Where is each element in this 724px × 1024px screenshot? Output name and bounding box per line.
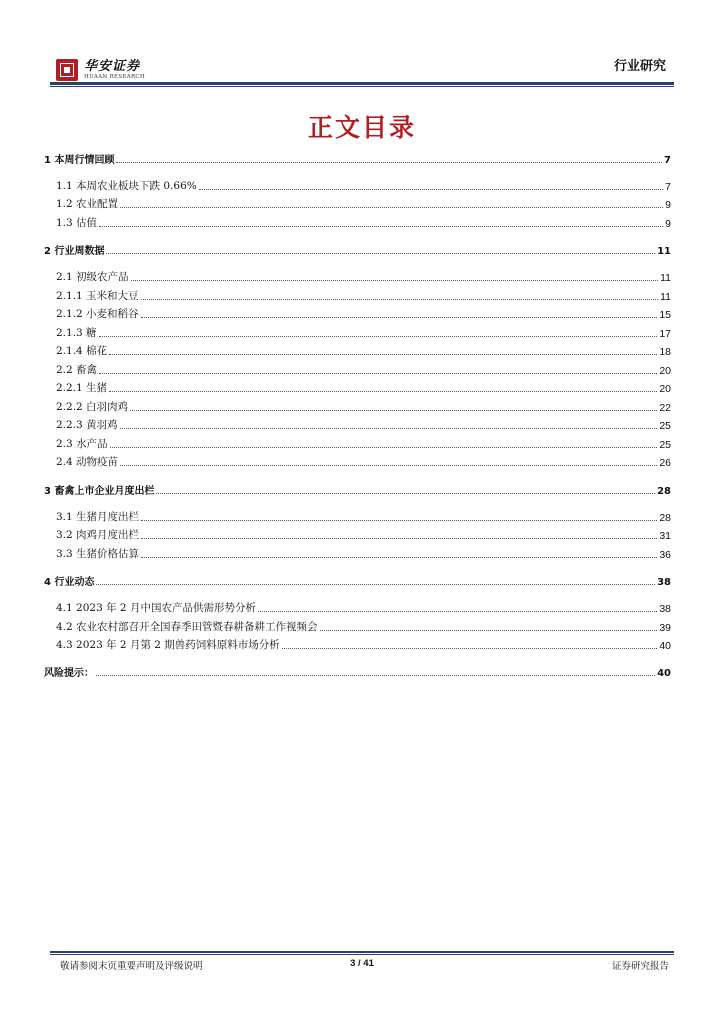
- toc-entry-label: 2.1.1 玉米和大豆: [56, 290, 139, 302]
- toc-leader-dots: [96, 662, 655, 676]
- toc-entry-page: 7: [664, 155, 671, 166]
- toc-subsection-entry[interactable]: [56, 508, 671, 524]
- toc-leader-dots: [141, 286, 659, 300]
- toc-entry-page: 11: [657, 246, 671, 257]
- toc-entry-page: 25: [659, 439, 671, 451]
- toc-entry-page: 9: [665, 218, 671, 230]
- toc-entry-label: 2 行业周数据: [44, 246, 105, 257]
- toc-subsection-entry[interactable]: [56, 287, 671, 303]
- toc-entry-page: 11: [660, 291, 671, 303]
- toc-entry-page: 7: [665, 181, 671, 193]
- toc-entry-label: 2.2.2 白羽肉鸡: [56, 401, 129, 413]
- toc-entry-label: 4 行业动态: [44, 577, 95, 588]
- toc-leader-dots: [282, 635, 658, 649]
- toc-section-entry[interactable]: [44, 663, 671, 679]
- toc-entry-label: 2.2.1 生猪: [56, 382, 108, 394]
- toc-leader-dots: [96, 571, 655, 585]
- toc-entry-label: 风险提示：: [44, 668, 94, 679]
- toc-leader-dots: [141, 525, 657, 539]
- toc-subsection-entry[interactable]: [56, 305, 671, 321]
- toc-entry-page: 26: [659, 457, 671, 469]
- toc-subsection-entry[interactable]: [56, 618, 671, 634]
- toc-entry-label: 2.1.3 糖: [56, 327, 97, 339]
- footer-report-type: 证券研究报告: [611, 961, 669, 972]
- toc-subsection-entry[interactable]: [56, 453, 671, 469]
- logo-english-name: HUAAN RESEARCH: [84, 73, 146, 80]
- toc-leader-dots: [258, 598, 657, 612]
- toc-entry-page: 18: [659, 346, 671, 358]
- toc-entry-label: 1.2 农业配置: [56, 198, 119, 210]
- toc-entry-label: 2.1.4 棉花: [56, 345, 108, 357]
- toc-leader-dots: [141, 507, 657, 521]
- toc-subsection-entry[interactable]: [56, 342, 671, 358]
- toc-entry-label: 2.1 初级农产品: [56, 271, 129, 283]
- seal-logo-icon: [56, 59, 78, 81]
- toc-entry-label: 1.3 估值: [56, 217, 98, 229]
- toc-entry-page: 38: [659, 603, 671, 615]
- toc-entry-label: 2.2.3 黄羽鸡: [56, 419, 118, 431]
- toc-subsection-entry[interactable]: [56, 398, 671, 414]
- toc-leader-dots: [99, 323, 658, 337]
- toc-entry-label: 4.2 农业农村部召开全国春季田管暨春耕备耕工作视频会: [56, 621, 318, 633]
- toc-leader-dots: [99, 213, 663, 227]
- toc-entry-page: 39: [659, 622, 671, 634]
- toc-leader-dots: [199, 176, 663, 190]
- toc-subsection-entry[interactable]: [56, 214, 671, 230]
- toc-entry-page: 40: [657, 668, 671, 679]
- toc-leader-dots: [131, 267, 659, 281]
- toc-title: 正文目录: [307, 113, 416, 142]
- toc-leader-dots: [130, 397, 657, 411]
- toc-leader-dots: [120, 415, 658, 429]
- toc-subsection-entry[interactable]: [56, 177, 671, 193]
- toc-entry-label: 1.1 本周农业板块下跌 0.66%: [56, 180, 197, 192]
- toc-entry-label: 3.1 生猪月度出栏: [56, 511, 140, 523]
- toc-subsection-entry[interactable]: [56, 435, 671, 451]
- company-logo: [56, 59, 145, 81]
- toc-leader-dots: [110, 434, 658, 448]
- footer-divider: [50, 951, 674, 953]
- toc-entry-label: 3 畜禽上市企业月度出栏: [44, 486, 155, 497]
- toc-entry-page: 36: [659, 549, 671, 561]
- toc-entry-label: 2.4 动物疫苗: [56, 456, 119, 468]
- header-divider: [50, 82, 674, 85]
- toc-entry-page: 38: [657, 577, 671, 588]
- toc-subsection-entry[interactable]: [56, 324, 671, 340]
- toc-entry-label: 1 本周行情回顾: [44, 155, 115, 166]
- toc-entry-page: 40: [659, 640, 671, 652]
- toc-leader-dots: [120, 452, 657, 466]
- toc-leader-dots: [109, 378, 657, 392]
- toc-subsection-entry[interactable]: [56, 636, 671, 652]
- toc-subsection-entry[interactable]: [56, 268, 671, 284]
- toc-subsection-entry[interactable]: [56, 379, 671, 395]
- toc-entry-label: 2.1.2 小麦和稻谷: [56, 308, 139, 320]
- toc-entry-label: 4.1 2023 年 2 月中国农产品供需形势分析: [56, 602, 256, 614]
- toc-leader-dots: [109, 341, 657, 355]
- toc-entry-page: 31: [659, 530, 671, 542]
- toc-entry-label: 3.3 生猪价格估算: [56, 548, 140, 560]
- report-category: 行业研究: [613, 59, 666, 74]
- toc-leader-dots: [141, 304, 658, 318]
- toc-leader-dots: [156, 480, 655, 494]
- toc-leader-dots: [120, 194, 663, 208]
- toc-entry-page: 9: [665, 199, 671, 211]
- toc-entry-page: 15: [659, 309, 671, 321]
- toc-subsection-entry[interactable]: [56, 545, 671, 561]
- toc-entry-page: 20: [659, 365, 671, 377]
- toc-leader-dots: [99, 360, 657, 374]
- footer-disclaimer: 敬请参阅末页重要声明及评级说明: [60, 961, 203, 972]
- toc-section-entry[interactable]: [44, 241, 671, 257]
- toc-section-entry[interactable]: [44, 481, 671, 497]
- page-header: [0, 0, 724, 90]
- toc-section-entry[interactable]: [44, 150, 671, 166]
- toc-entry-page: 22: [659, 402, 671, 414]
- toc-entry-label: 2.3 水产品: [56, 438, 108, 450]
- toc-subsection-entry[interactable]: [56, 599, 671, 615]
- toc-entry-page: 28: [659, 512, 671, 524]
- toc-subsection-entry[interactable]: [56, 416, 671, 432]
- logo-chinese-name: 华安证券: [84, 58, 141, 74]
- toc-entry-page: 25: [659, 420, 671, 432]
- toc-leader-dots: [141, 544, 657, 558]
- toc-entry-page: 11: [660, 272, 671, 284]
- header-divider-thin: [50, 86, 674, 87]
- toc-entry-page: 20: [659, 383, 671, 395]
- page-number: 3 / 41: [350, 958, 374, 969]
- toc-leader-dots: [116, 149, 662, 163]
- toc-entry-label: 3.2 肉鸡月度出栏: [56, 529, 140, 541]
- toc-subsection-entry[interactable]: [56, 361, 671, 377]
- toc-leader-dots: [106, 240, 655, 254]
- toc-entry-page: 17: [659, 328, 671, 340]
- toc-subsection-entry[interactable]: [56, 195, 671, 211]
- toc-leader-dots: [320, 617, 658, 631]
- toc-entry-page: 28: [657, 486, 671, 497]
- footer-divider-thin: [50, 954, 674, 955]
- toc-entry-label: 2.2 畜禽: [56, 364, 98, 376]
- toc-entry-label: 4.3 2023 年 2 月第 2 期兽药饲料原料市场分析: [56, 639, 280, 651]
- toc-section-entry[interactable]: [44, 572, 671, 588]
- toc-subsection-entry[interactable]: [56, 526, 671, 542]
